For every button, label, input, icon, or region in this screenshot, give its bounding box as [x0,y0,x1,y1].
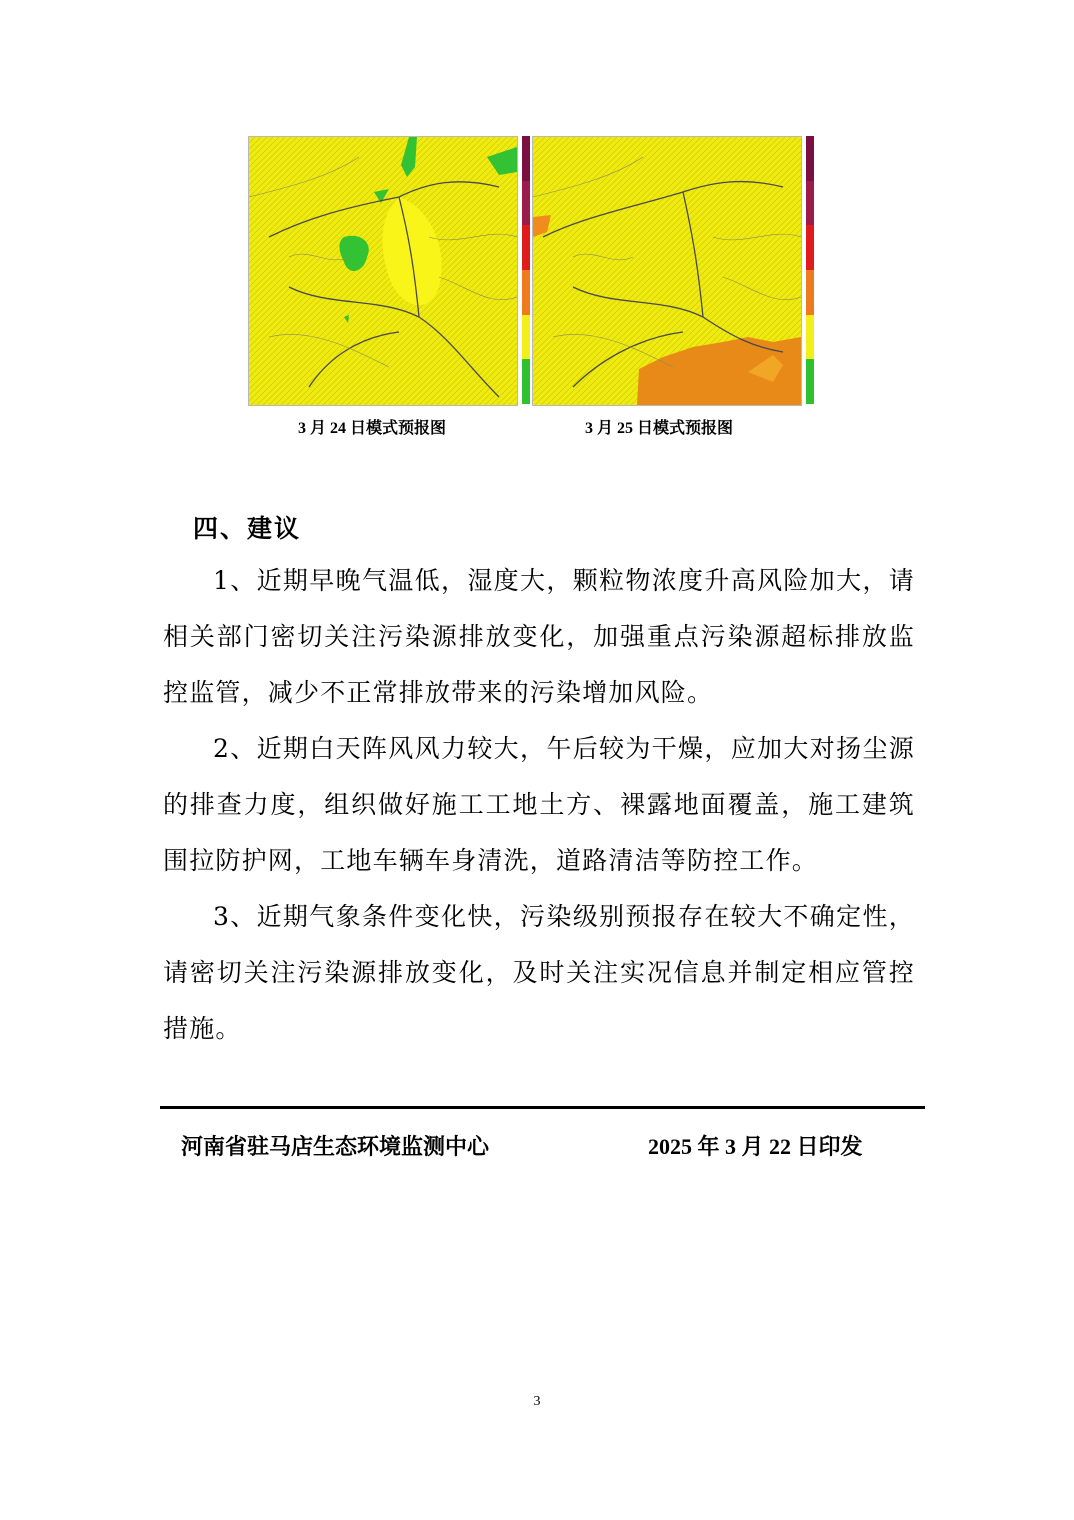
legend-swatch [522,315,530,360]
legend-swatch [806,225,814,270]
page-number: 3 [533,1394,541,1409]
issuing-organization: 河南省驻马店生态环境监测中心 [181,1134,490,1159]
figure-caption: 3 月 25 日模式预报图 [585,420,734,437]
forecast-map-image [532,136,802,406]
footer-divider [160,1106,925,1109]
legend-swatch [806,136,814,181]
legend-swatch [522,181,530,226]
figure-caption: 3 月 24 日模式预报图 [298,420,447,437]
legend-swatch [522,136,530,181]
recommendation-paragraph: 3、近期气象条件变化快，污染级别预报存在较大不确定性，请密切关注污染源排放变化，及时关注实况信息并制定相应管控措施。 [163,902,915,1043]
legend-swatch [522,359,530,404]
legend-swatch [806,359,814,404]
legend-swatch [806,181,814,226]
issue-date: 2025 年 3 月 22 日印发 [648,1134,863,1159]
legend-swatch [806,270,814,315]
section-heading: 四、建议 [193,514,302,543]
legend-colorbar [522,136,530,404]
legend-swatch [522,225,530,270]
legend-swatch [806,315,814,360]
forecast-map-image [248,136,518,406]
forecast-map-graphic [533,137,801,405]
recommendation-paragraph: 1、近期早晚气温低，湿度大，颗粒物浓度升高风险加大，请相关部门密切关注污染源排放变化，加强重点污染源超标排放监控监管，减少不正常排放带来的污染增加风险。 [163,566,915,707]
legend-swatch [522,270,530,315]
forecast-map-graphic [249,137,517,405]
legend-colorbar [806,136,814,404]
recommendation-paragraph: 2、近期白天阵风风力较大，午后较为干燥，应加大对扬尘源的排查力度，组织做好施工工地土方、裸露地面覆盖，施工建筑围拉防护网，工地车辆车身清洗，道路清洁等防控工作。 [163,734,915,875]
